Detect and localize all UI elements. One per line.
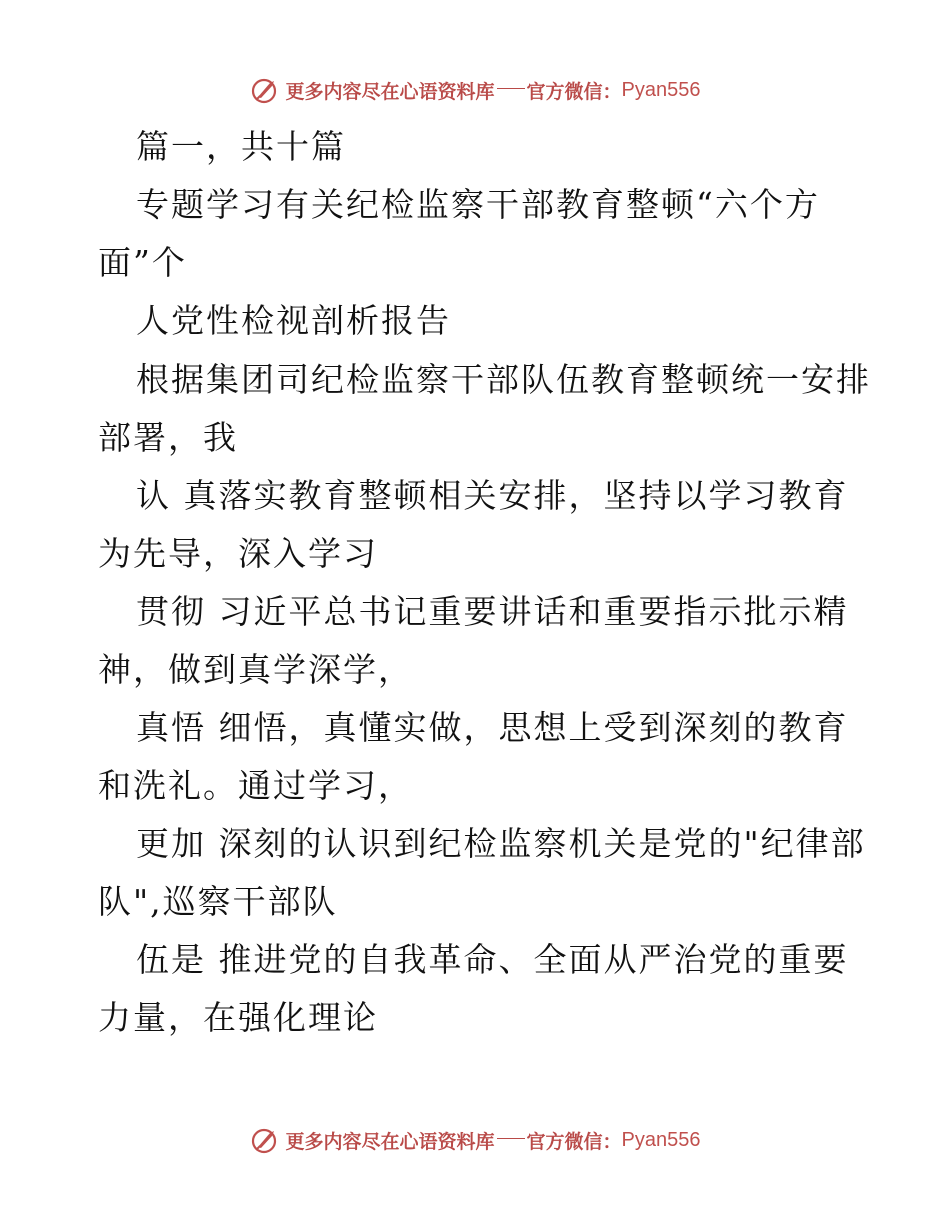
footer-dash-divider [497, 1138, 525, 1139]
body-line-16: 力量，在强化理论 [98, 998, 378, 1037]
header-banner [0, 72, 950, 108]
body-line-13: 更加 深刻的认识到纪检监察机关是党的"纪律部 [136, 824, 866, 863]
header-dash-divider [497, 88, 525, 89]
body-line-3: 面”个 [98, 243, 187, 282]
body-line-11: 真悟 细悟，真懂实做，思想上受到深刻的教育 [136, 708, 849, 747]
body-line-1: 篇一，共十篇 [136, 127, 346, 166]
body-line-8: 为先导，深入学习 [98, 534, 378, 573]
body-line-5: 根据集团司纪检监察干部队伍教育整顿统一安排 [136, 360, 871, 399]
body-line-15: 伍是 推进党的自我革命、全面从严治党的重要 [136, 940, 849, 979]
body-line-7: 认 真落实教育整顿相关安排，坚持以学习教育 [136, 476, 849, 515]
body-line-10: 神，做到真学深学， [98, 650, 413, 689]
header-wechat-id: Pyan556 [621, 78, 701, 101]
footer-wechat-id: Pyan556 [621, 1128, 701, 1151]
quill-pen-logo-icon [250, 1125, 280, 1155]
body-line-12: 和洗礼。通过学习， [98, 766, 413, 805]
quill-pen-logo-icon [250, 75, 280, 105]
header-promo-text: 更多内容尽在心语资料库 [285, 80, 495, 103]
footer-promo-text: 更多内容尽在心语资料库 [285, 1130, 495, 1153]
footer-banner [0, 1122, 950, 1158]
footer-wechat-label: 官方微信： [526, 1130, 622, 1153]
body-line-4: 人党性检视剖析报告 [136, 301, 451, 340]
header-wechat-label: 官方微信： [526, 80, 622, 103]
body-line-6: 部署，我 [98, 418, 238, 457]
body-line-2: 专题学习有关纪检监察干部教育整顿“六个方 [136, 185, 820, 224]
body-line-14: 队",巡察干部队 [98, 882, 338, 921]
body-line-9: 贯彻 习近平总书记重要讲话和重要指示批示精 [136, 592, 849, 631]
